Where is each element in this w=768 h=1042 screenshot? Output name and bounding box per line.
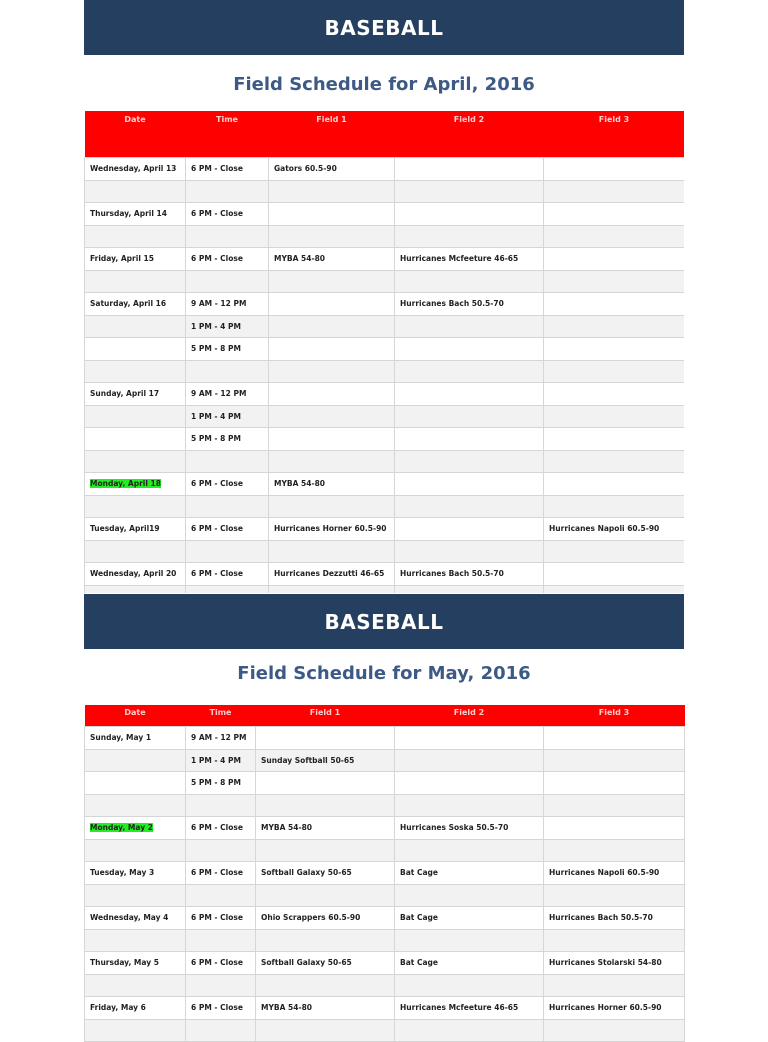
field-2-cell bbox=[395, 952, 544, 975]
time-cell bbox=[186, 428, 269, 451]
field-2-cell bbox=[395, 293, 544, 316]
field-3-cell bbox=[544, 997, 685, 1020]
field-1-cell-text: MYBA 54-80 bbox=[261, 1003, 313, 1013]
field-1-cell bbox=[256, 817, 395, 840]
may-banner: BASEBALL bbox=[84, 594, 684, 649]
field-2-cell bbox=[395, 360, 544, 383]
date-cell-text: Tuesday, April19 bbox=[90, 524, 160, 534]
field-1-cell bbox=[269, 563, 395, 586]
table-row bbox=[85, 1019, 685, 1042]
date-cell bbox=[85, 929, 186, 952]
col-header-date: Date bbox=[85, 705, 186, 727]
field-1-cell bbox=[269, 248, 395, 271]
time-cell-text: 6 PM - Close bbox=[191, 958, 243, 968]
field-1-cell bbox=[256, 997, 395, 1020]
field-3-cell bbox=[544, 315, 685, 338]
time-cell bbox=[186, 929, 256, 952]
field-1-cell bbox=[269, 225, 395, 248]
table-row bbox=[85, 428, 685, 451]
field-1-cell bbox=[256, 772, 395, 795]
field-2-cell bbox=[395, 794, 544, 817]
time-cell-text: 6 PM - Close bbox=[191, 569, 243, 579]
field-2-cell bbox=[395, 428, 544, 451]
table-row bbox=[85, 794, 685, 817]
field-1-cell bbox=[269, 518, 395, 541]
date-cell bbox=[85, 315, 186, 338]
date-cell bbox=[85, 518, 186, 541]
date-cell bbox=[85, 952, 186, 975]
field-3-cell-text: Hurricanes Napoli 60.5-90 bbox=[549, 524, 660, 534]
field-1-cell bbox=[256, 749, 395, 772]
field-3-cell bbox=[544, 839, 685, 862]
time-cell-text: 6 PM - Close bbox=[191, 164, 243, 174]
col-header-time: Time bbox=[186, 111, 269, 158]
field-1-cell bbox=[256, 907, 395, 930]
field-3-cell bbox=[544, 270, 685, 293]
time-cell bbox=[186, 203, 269, 226]
date-cell-text: Wednesday, May 4 bbox=[90, 913, 169, 923]
time-cell bbox=[186, 360, 269, 383]
time-cell-text: 5 PM - 8 PM bbox=[191, 778, 241, 788]
field-3-cell bbox=[544, 1019, 685, 1042]
field-1-cell bbox=[256, 727, 395, 750]
time-cell bbox=[186, 158, 269, 181]
field-3-cell bbox=[544, 794, 685, 817]
field-1-cell bbox=[269, 540, 395, 563]
date-cell bbox=[85, 563, 186, 586]
field-2-cell-text: Hurricanes Mcfeeture 46-65 bbox=[400, 254, 519, 264]
field-3-cell bbox=[544, 360, 685, 383]
field-1-cell-text: Sunday Softball 50-65 bbox=[261, 755, 355, 765]
field-1-cell bbox=[269, 495, 395, 518]
field-1-cell bbox=[269, 360, 395, 383]
field-2-cell bbox=[395, 473, 544, 496]
table-row bbox=[85, 338, 685, 361]
date-cell bbox=[85, 974, 186, 997]
date-cell-text: Monday, April 18 bbox=[90, 479, 161, 489]
field-3-cell bbox=[544, 929, 685, 952]
date-cell bbox=[85, 158, 186, 181]
time-cell-text: 9 AM - 12 PM bbox=[191, 389, 247, 399]
april-banner: BASEBALL bbox=[84, 0, 684, 55]
field-1-cell bbox=[269, 158, 395, 181]
field-2-cell bbox=[395, 338, 544, 361]
field-2-cell bbox=[395, 563, 544, 586]
field-2-cell bbox=[395, 315, 544, 338]
time-cell bbox=[186, 727, 256, 750]
date-cell bbox=[85, 585, 186, 593]
field-2-cell bbox=[395, 817, 544, 840]
date-cell bbox=[85, 450, 186, 473]
time-cell bbox=[186, 839, 256, 862]
table-row bbox=[85, 772, 685, 795]
date-cell bbox=[85, 225, 186, 248]
date-cell-text: Monday, May 2 bbox=[90, 823, 153, 833]
table-row bbox=[85, 952, 685, 975]
time-cell bbox=[186, 248, 269, 271]
date-cell bbox=[85, 997, 186, 1020]
date-cell bbox=[85, 405, 186, 428]
field-2-cell bbox=[395, 180, 544, 203]
field-1-cell bbox=[269, 338, 395, 361]
table-row bbox=[85, 907, 685, 930]
field-1-cell-text: Softball Galaxy 50-65 bbox=[261, 868, 352, 878]
field-3-cell bbox=[544, 225, 685, 248]
table-row bbox=[85, 450, 685, 473]
field-1-cell bbox=[269, 383, 395, 406]
table-row bbox=[85, 293, 685, 316]
field-3-cell bbox=[544, 563, 685, 586]
field-2-cell bbox=[395, 518, 544, 541]
time-cell bbox=[186, 563, 269, 586]
time-cell bbox=[186, 817, 256, 840]
field-3-cell-text: Hurricanes Bach 50.5-70 bbox=[549, 913, 653, 923]
col-header-field-1: Field 1 bbox=[256, 705, 395, 727]
field-1-cell-text: MYBA 54-80 bbox=[261, 823, 313, 833]
field-1-cell-text: MYBA 54-80 bbox=[274, 254, 326, 264]
time-cell bbox=[186, 794, 256, 817]
field-3-cell bbox=[544, 772, 685, 795]
field-2-cell bbox=[395, 225, 544, 248]
field-1-cell bbox=[256, 929, 395, 952]
field-3-cell bbox=[544, 158, 685, 181]
time-cell bbox=[186, 495, 269, 518]
time-cell bbox=[186, 293, 269, 316]
time-cell-text: 6 PM - Close bbox=[191, 913, 243, 923]
date-cell bbox=[85, 884, 186, 907]
field-3-cell bbox=[544, 585, 685, 593]
time-cell bbox=[186, 884, 256, 907]
field-1-cell bbox=[269, 315, 395, 338]
time-cell bbox=[186, 450, 269, 473]
table-row bbox=[85, 749, 685, 772]
date-cell bbox=[85, 180, 186, 203]
field-1-cell bbox=[256, 974, 395, 997]
april-schedule-title: Field Schedule for April, 2016 bbox=[233, 74, 535, 95]
field-1-cell bbox=[269, 405, 395, 428]
time-cell-text: 6 PM - Close bbox=[191, 868, 243, 878]
table-row bbox=[85, 563, 685, 586]
field-2-cell bbox=[395, 929, 544, 952]
field-1-cell bbox=[256, 952, 395, 975]
time-cell bbox=[186, 405, 269, 428]
field-1-cell-text: Ohio Scrappers 60.5-90 bbox=[261, 913, 361, 923]
time-cell bbox=[186, 180, 269, 203]
may-schedule-table bbox=[84, 705, 685, 1042]
col-header-field-2: Field 2 bbox=[395, 111, 544, 158]
date-cell-text: Thursday, May 5 bbox=[90, 958, 159, 968]
time-cell-text: 9 AM - 12 PM bbox=[191, 299, 247, 309]
field-3-cell bbox=[544, 862, 685, 885]
field-2-cell-text: Hurricanes Mcfeeture 46-65 bbox=[400, 1003, 519, 1013]
col-header-field-2: Field 2 bbox=[395, 705, 544, 727]
table-row bbox=[85, 997, 685, 1020]
date-cell-text: Friday, May 6 bbox=[90, 1003, 146, 1013]
field-3-cell bbox=[544, 383, 685, 406]
field-1-cell bbox=[256, 884, 395, 907]
april-schedule-table bbox=[84, 111, 684, 593]
date-cell-text: Thursday, April 14 bbox=[90, 209, 167, 219]
field-2-cell-text: Hurricanes Bach 50.5-70 bbox=[400, 569, 504, 579]
time-cell-text: 6 PM - Close bbox=[191, 254, 243, 264]
table-row bbox=[85, 585, 685, 593]
time-cell bbox=[186, 540, 269, 563]
date-cell bbox=[85, 293, 186, 316]
date-cell bbox=[85, 839, 186, 862]
time-cell bbox=[186, 862, 256, 885]
table-row bbox=[85, 383, 685, 406]
field-3-cell bbox=[544, 203, 685, 226]
date-cell bbox=[85, 360, 186, 383]
field-2-cell bbox=[395, 884, 544, 907]
col-header-field-1: Field 1 bbox=[269, 111, 395, 158]
time-cell-text: 1 PM - 4 PM bbox=[191, 321, 241, 331]
field-2-cell-text: Bat Cage bbox=[400, 958, 438, 968]
field-3-cell bbox=[544, 952, 685, 975]
time-cell-text: 6 PM - Close bbox=[191, 524, 243, 534]
field-3-cell bbox=[544, 473, 685, 496]
field-2-cell bbox=[395, 158, 544, 181]
date-cell bbox=[85, 1019, 186, 1042]
table-row bbox=[85, 929, 685, 952]
field-3-cell bbox=[544, 405, 685, 428]
field-3-cell bbox=[544, 248, 685, 271]
date-cell-text: Saturday, April 16 bbox=[90, 299, 167, 309]
field-1-cell-text: Softball Galaxy 50-65 bbox=[261, 958, 352, 968]
time-cell bbox=[186, 338, 269, 361]
time-cell-text: 5 PM - 8 PM bbox=[191, 434, 241, 444]
time-cell bbox=[186, 225, 269, 248]
time-cell bbox=[186, 974, 256, 997]
field-1-cell bbox=[269, 293, 395, 316]
time-cell-text: 6 PM - Close bbox=[191, 209, 243, 219]
date-cell bbox=[85, 907, 186, 930]
date-cell-text: Tuesday, May 3 bbox=[90, 868, 155, 878]
field-2-cell bbox=[395, 383, 544, 406]
time-cell-text: 6 PM - Close bbox=[191, 479, 243, 489]
date-cell bbox=[85, 817, 186, 840]
time-cell bbox=[186, 383, 269, 406]
may-schedule-section bbox=[84, 594, 684, 1042]
table-row bbox=[85, 884, 685, 907]
time-cell bbox=[186, 772, 256, 795]
table-row bbox=[85, 270, 685, 293]
field-2-cell bbox=[395, 203, 544, 226]
table-row bbox=[85, 203, 685, 226]
field-2-cell bbox=[395, 405, 544, 428]
time-cell bbox=[186, 749, 256, 772]
table-row bbox=[85, 473, 685, 496]
time-cell bbox=[186, 518, 269, 541]
table-row bbox=[85, 862, 685, 885]
field-2-cell-text: Bat Cage bbox=[400, 868, 438, 878]
time-cell-text: 1 PM - 4 PM bbox=[191, 411, 241, 421]
date-cell bbox=[85, 383, 186, 406]
field-3-cell bbox=[544, 540, 685, 563]
time-cell bbox=[186, 270, 269, 293]
date-cell bbox=[85, 270, 186, 293]
field-3-cell bbox=[544, 518, 685, 541]
date-cell bbox=[85, 428, 186, 451]
field-2-cell bbox=[395, 862, 544, 885]
field-2-cell-text: Hurricanes Soska 50.5-70 bbox=[400, 823, 509, 833]
field-2-cell bbox=[395, 270, 544, 293]
may-header-row bbox=[85, 705, 685, 727]
field-2-cell bbox=[395, 839, 544, 862]
time-cell-text: 1 PM - 4 PM bbox=[191, 755, 241, 765]
table-row bbox=[85, 974, 685, 997]
april-header-row bbox=[85, 111, 685, 158]
col-header-field-3: Field 3 bbox=[544, 705, 685, 727]
field-2-cell bbox=[395, 585, 544, 593]
field-1-cell bbox=[256, 794, 395, 817]
field-3-cell-text: Hurricanes Napoli 60.5-90 bbox=[549, 868, 660, 878]
table-row bbox=[85, 540, 685, 563]
table-row bbox=[85, 315, 685, 338]
field-1-cell-text: Hurricanes Dezzutti 46-65 bbox=[274, 569, 385, 579]
table-row bbox=[85, 727, 685, 750]
date-cell-text: Sunday, April 17 bbox=[90, 389, 160, 399]
time-cell bbox=[186, 315, 269, 338]
date-cell-text: Wednesday, April 13 bbox=[90, 164, 177, 174]
col-header-field-3: Field 3 bbox=[544, 111, 685, 158]
date-cell bbox=[85, 203, 186, 226]
field-3-cell-text: Hurricanes Stolarski 54-80 bbox=[549, 958, 662, 968]
table-row bbox=[85, 158, 685, 181]
field-3-cell bbox=[544, 727, 685, 750]
table-row bbox=[85, 180, 685, 203]
field-1-cell-text: Hurricanes Horner 60.5-90 bbox=[274, 524, 387, 534]
table-row bbox=[85, 817, 685, 840]
date-cell bbox=[85, 338, 186, 361]
field-3-cell bbox=[544, 817, 685, 840]
field-1-cell bbox=[256, 1019, 395, 1042]
time-cell-text: 9 AM - 12 PM bbox=[191, 733, 247, 743]
table-row bbox=[85, 495, 685, 518]
time-cell bbox=[186, 473, 269, 496]
field-1-cell bbox=[256, 839, 395, 862]
time-cell-text: 6 PM - Close bbox=[191, 1003, 243, 1013]
date-cell bbox=[85, 862, 186, 885]
field-1-cell bbox=[269, 473, 395, 496]
field-2-cell bbox=[395, 772, 544, 795]
field-3-cell bbox=[544, 450, 685, 473]
time-cell bbox=[186, 997, 256, 1020]
date-cell bbox=[85, 749, 186, 772]
field-1-cell bbox=[269, 203, 395, 226]
date-cell bbox=[85, 794, 186, 817]
date-cell-text: Friday, April 15 bbox=[90, 254, 154, 264]
field-1-cell bbox=[269, 270, 395, 293]
field-3-cell bbox=[544, 428, 685, 451]
field-3-cell bbox=[544, 884, 685, 907]
field-2-cell bbox=[395, 907, 544, 930]
field-3-cell bbox=[544, 338, 685, 361]
field-1-cell bbox=[269, 180, 395, 203]
date-cell bbox=[85, 772, 186, 795]
field-1-cell bbox=[269, 428, 395, 451]
col-header-time: Time bbox=[186, 705, 256, 727]
field-1-cell-text: Gators 60.5-90 bbox=[274, 164, 337, 174]
date-cell bbox=[85, 495, 186, 518]
field-3-cell bbox=[544, 907, 685, 930]
time-cell-text: 6 PM - Close bbox=[191, 823, 243, 833]
table-row bbox=[85, 839, 685, 862]
field-3-cell bbox=[544, 180, 685, 203]
table-row bbox=[85, 518, 685, 541]
field-2-cell bbox=[395, 727, 544, 750]
field-2-cell bbox=[395, 450, 544, 473]
field-2-cell bbox=[395, 749, 544, 772]
time-cell bbox=[186, 1019, 256, 1042]
time-cell bbox=[186, 585, 269, 593]
field-2-cell-text: Hurricanes Bach 50.5-70 bbox=[400, 299, 504, 309]
field-2-cell bbox=[395, 495, 544, 518]
table-row bbox=[85, 248, 685, 271]
field-1-cell bbox=[256, 862, 395, 885]
field-2-cell bbox=[395, 997, 544, 1020]
table-row bbox=[85, 225, 685, 248]
field-2-cell-text: Bat Cage bbox=[400, 913, 438, 923]
field-1-cell-text: MYBA 54-80 bbox=[274, 479, 326, 489]
col-header-date: Date bbox=[85, 111, 186, 158]
field-3-cell bbox=[544, 495, 685, 518]
date-cell bbox=[85, 473, 186, 496]
date-cell bbox=[85, 540, 186, 563]
table-row bbox=[85, 405, 685, 428]
field-1-cell bbox=[269, 450, 395, 473]
field-2-cell bbox=[395, 248, 544, 271]
field-2-cell bbox=[395, 974, 544, 997]
field-3-cell bbox=[544, 293, 685, 316]
date-cell bbox=[85, 727, 186, 750]
date-cell-text: Wednesday, April 20 bbox=[90, 569, 177, 579]
table-row bbox=[85, 360, 685, 383]
time-cell-text: 5 PM - 8 PM bbox=[191, 344, 241, 354]
field-2-cell bbox=[395, 540, 544, 563]
field-3-cell bbox=[544, 974, 685, 997]
field-1-cell bbox=[269, 585, 395, 593]
field-3-cell-text: Hurricanes Horner 60.5-90 bbox=[549, 1003, 662, 1013]
date-cell-text: Sunday, May 1 bbox=[90, 733, 152, 743]
field-3-cell bbox=[544, 749, 685, 772]
april-schedule-section bbox=[84, 0, 684, 593]
date-cell bbox=[85, 248, 186, 271]
field-2-cell bbox=[395, 1019, 544, 1042]
time-cell bbox=[186, 952, 256, 975]
time-cell bbox=[186, 907, 256, 930]
may-schedule-title: Field Schedule for May, 2016 bbox=[237, 663, 531, 684]
